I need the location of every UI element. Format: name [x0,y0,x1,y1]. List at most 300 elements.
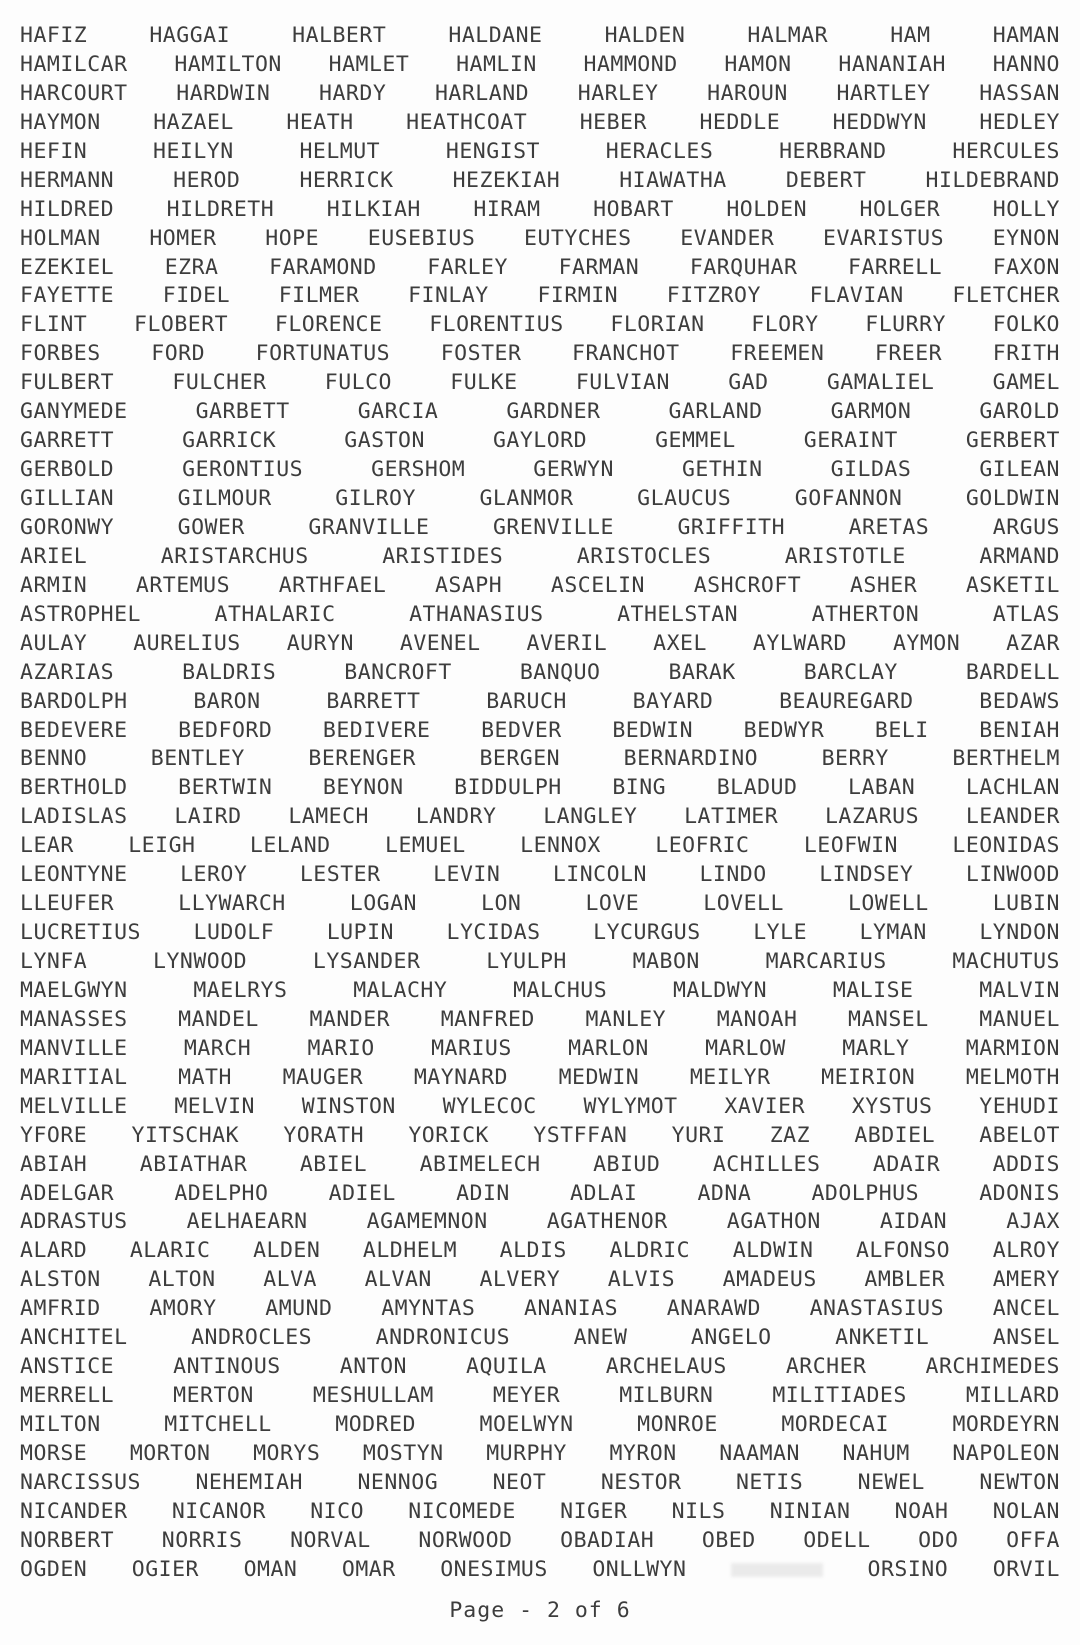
name-word: MARLY [842,1035,910,1061]
name-word: ADIN [456,1180,510,1206]
name-word: FLORENTIUS [429,312,564,338]
name-word: XYSTUS [851,1093,933,1119]
name-word: FOSTER [440,341,522,367]
name-word: FULVIAN [575,370,670,396]
name-word: NETIS [735,1469,804,1495]
name-word: MARCH [183,1035,252,1061]
name-word: LYLE [753,920,808,946]
name-word: MORDECAI [781,1412,889,1437]
name-word: ADELPHO [174,1180,269,1206]
name-word: OBADIAH [560,1527,655,1553]
name-word: AURYN [286,630,354,656]
name-word: YFORE [20,1122,88,1148]
name-word: NORVAL [290,1527,371,1553]
name-word: NEWTON [979,1469,1060,1495]
name-word: GAYLORD [492,428,588,454]
name-word: LYMAN [859,920,927,946]
name-word: ARTHFAEL [278,572,387,598]
name-word: FORBES [20,341,101,367]
name-word: ALSTON [20,1267,101,1293]
name-line [20,138,1060,167]
name-word: LABAN [848,775,916,801]
name-word: ALTON [148,1267,216,1293]
name-word: MERTON [173,1383,254,1409]
name-word: EVARISTUS [823,225,945,251]
name-word: GARDNER [506,399,601,425]
name-word: YITSCHAK [131,1122,240,1148]
name-word: ALDWIN [732,1238,814,1264]
name-word: BARDELL [965,659,1060,685]
name-word: NICANDER [20,1498,128,1524]
name-word: LOVELL [703,891,784,917]
name-word: AYMON [892,630,961,656]
name-word: MANFRED [440,1006,535,1032]
name-word: LYNFA [20,949,88,974]
name-word: ABIEL [299,1151,368,1177]
name-word: ASHER [849,572,918,598]
name-word: NEHEMIAH [195,1469,304,1495]
name-word: ANDRONICUS [375,1325,511,1351]
name-word: LEVIN [433,862,501,888]
name-word: MARIO [307,1035,375,1061]
name-word: BARRETT [326,688,421,714]
name-word: YORICK [408,1122,489,1148]
name-word: BEYNON [322,775,404,801]
name-word: LEROY [180,862,248,888]
name-word: HOMER [149,225,217,251]
name-word: FLINT [20,312,88,338]
name-word: ADAIR [872,1151,941,1177]
name-word: MELVILLE [20,1093,128,1119]
name-word: GARRICK [182,428,277,454]
name-word: ARISTOCLES [576,543,712,569]
name-word: AULAY [20,630,88,656]
name-word: FULBERT [20,370,115,396]
name-word: NINIAN [769,1498,851,1524]
name-word: ADELGAR [20,1180,115,1206]
name-word: GERAINT [803,428,898,454]
name-word: AVERIL [526,630,608,656]
name-word: MALCHUS [513,977,608,1003]
name-word: FOLKO [992,312,1060,338]
name-word: EZEKIEL [20,254,115,280]
name-word: LANDRY [415,804,497,830]
name-word: MAELGWYN [20,977,128,1003]
name-word: MOELWYN [479,1412,574,1437]
name-word: GRENVILLE [492,514,614,540]
name-word: FILMER [278,283,360,309]
name-word: ATHANASIUS [409,601,544,627]
name-word: MOSTYN [362,1440,444,1466]
name-word: MAUGER [282,1064,364,1090]
name-word: LESTER [299,862,381,888]
name-word: OGIER [131,1556,200,1582]
name-word: NORRIS [161,1527,243,1553]
name-word: HOPE [265,225,320,251]
name-line [20,572,1060,601]
name-word: OGDEN [20,1556,88,1582]
name-word: GRANVILLE [308,514,430,540]
name-word: MILBURN [619,1383,714,1409]
name-line [20,1353,1060,1382]
name-word: MORYS [253,1440,321,1466]
name-word: LINCOLN [552,862,647,888]
name-word: FARAMOND [269,254,377,280]
name-word: MANSEL [848,1006,929,1032]
name-word: FINLAY [408,283,489,309]
name-line [20,630,1060,659]
name-word: LYULPH [486,949,567,974]
name-word: GAMALIEL [826,370,935,396]
name-word: HAFIZ [20,23,88,48]
name-word: MANVILLE [20,1035,128,1061]
name-word: ANEW [573,1325,628,1351]
name-word: YURI [671,1122,726,1148]
name-word: ARMAND [979,543,1060,569]
name-word: FLORENCE [274,312,383,338]
name-word: MEIRION [821,1064,916,1090]
name-word: NARCISSUS [20,1469,141,1495]
name-word: ATHERTON [811,601,920,627]
name-word: HELMUT [299,138,381,164]
name-word: GAROLD [979,399,1060,425]
name-word: ANSTICE [20,1354,115,1380]
name-word: BENIAH [979,717,1060,743]
name-word: LYNWOOD [153,949,248,974]
name-word: HEBER [579,109,647,135]
name-word: BANCROFT [344,659,452,685]
name-word: BARCLAY [803,659,898,685]
name-word: OMAN [243,1556,298,1582]
name-word: ARCHELAUS [605,1354,727,1380]
name-word: ABIATHAR [139,1151,248,1177]
name-word: HEDLEY [979,109,1060,135]
name-line [20,369,1060,398]
name-word: LUPIN [326,920,394,946]
name-word: ALVAN [364,1267,432,1293]
name-word: ADDIS [992,1151,1060,1177]
name-word: BERGEN [479,746,561,772]
name-word: HOLMAN [20,225,101,251]
name-word: HARLEY [577,80,659,106]
name-word: ARGUS [992,514,1060,540]
name-line [20,832,1060,861]
name-word: BARAK [668,659,736,685]
name-word: GERSHOM [371,457,466,483]
name-word: HAMLIN [456,51,537,77]
name-word: LEANDER [965,804,1060,830]
name-word: ANKETIL [835,1325,930,1351]
name-word: LYNDON [979,920,1060,946]
name-word: HARDWIN [176,80,271,106]
name-word: GASTON [344,428,425,454]
name-word: NICOMEDE [408,1498,516,1524]
name-word: FITZROY [666,283,761,309]
name-word: AIDAN [879,1209,948,1235]
name-word: ANTINOUS [173,1354,281,1380]
name-word: AXEL [653,630,707,656]
name-word: HERRICK [299,167,394,193]
name-word: HEZEKIAH [452,167,561,193]
name-word: ALDIS [499,1238,567,1264]
name-word: ADIEL [328,1180,396,1206]
name-line [20,1382,1060,1411]
name-word: ARCHIMEDES [925,1354,1060,1380]
name-word: ODO [918,1527,959,1553]
name-word: ALVERY [479,1267,561,1293]
name-word: WYLYMOT [583,1093,678,1119]
name-word: YORATH [283,1122,365,1148]
name-word: ARETAS [848,514,930,540]
name-word: ALDHELM [362,1238,458,1264]
name-word: LOWELL [847,891,929,917]
name-word: GOFANNON [794,486,903,511]
name-word: ALFONSO [855,1238,951,1264]
name-word: FLOBERT [134,312,229,338]
name-word: FREER [874,341,943,367]
name-word: MARITIAL [20,1064,128,1090]
name-word: BAYARD [632,688,714,714]
name-word: NORBERT [20,1527,115,1553]
name-word: MILITIADES [772,1383,907,1409]
name-word: ALVIS [607,1267,676,1293]
name-word: OFFA [1006,1527,1060,1553]
name-line [20,1151,1060,1180]
name-word: HAMLET [328,51,410,77]
name-word: ATHALARIC [214,601,336,627]
name-word: LATIMER [684,804,779,830]
name-word: BERENGER [308,746,416,772]
name-word: FIRMIN [537,283,619,309]
name-word: ASHCROFT [693,572,802,598]
name-line [20,311,1060,340]
name-word: LENNOX [520,833,601,859]
name-word: LYCIDAS [446,920,541,946]
name-word: EUTYCHES [524,225,632,251]
name-word: HERCULES [952,138,1060,164]
name-word: ASCELIN [550,572,645,598]
name-word: NEOT [492,1469,547,1495]
name-word: GERWYN [533,457,614,483]
name-word: GARCIA [357,399,439,425]
name-word: FAXON [992,254,1060,280]
name-word: HAMAN [992,23,1060,48]
name-line [20,282,1060,311]
name-line [20,51,1060,80]
name-line [20,774,1060,803]
name-word: MORTON [129,1440,211,1466]
name-word: MERRELL [20,1383,115,1409]
name-line [20,1324,1060,1353]
name-word: FORTUNATUS [255,341,391,367]
name-word: HILDRED [20,196,115,222]
name-word: HERMANN [20,167,115,193]
name-word: NAAMAN [719,1440,800,1466]
name-word: MORDEYRN [952,1412,1060,1437]
name-word: AQUILA [466,1354,547,1380]
name-word: GLANMOR [479,486,574,511]
name-word: XAVIER [724,1093,806,1119]
name-line [20,948,1060,977]
name-word: NENNOG [357,1469,439,1495]
name-word: HARDY [319,80,387,106]
name-word: ONESIMUS [440,1556,548,1582]
name-word: HEROD [173,167,241,193]
name-word: LUCRETIUS [20,920,141,946]
name-word: LADISLAS [20,804,128,830]
name-word: NEWEL [857,1469,925,1495]
name-word: ADOLPHUS [811,1180,920,1206]
name-word: AELHAEARN [186,1209,308,1235]
name-word: GORONWY [20,514,115,540]
name-word: ARMIN [20,572,88,598]
name-line [20,919,1060,948]
name-word: NICANOR [171,1498,266,1524]
name-word: HILDEBRAND [925,167,1060,193]
name-word: AZARIAS [20,659,115,685]
name-word: MELVIN [174,1093,255,1119]
name-line [20,1498,1060,1527]
name-word: ARCHER [785,1354,867,1380]
name-word: ORSINO [867,1556,949,1582]
name-word: YSTFFAN [533,1122,628,1148]
name-word: LEMUEL [385,833,466,859]
name-word: MALACHY [353,977,448,1003]
name-word: BEAUREGARD [779,688,914,714]
name-word: FARLEY [427,254,508,280]
name-word: ZAZ [769,1122,811,1148]
name-word: HARLAND [434,80,530,106]
name-word: NIGER [560,1498,628,1524]
name-word: GARLAND [668,399,763,425]
name-word: LLYWARCH [178,891,286,917]
name-word: ABIMELECH [419,1151,541,1177]
name-word: LYCURGUS [593,920,701,946]
name-word: ARTEMUS [135,572,231,598]
name-word: HALBERT [292,23,387,48]
name-word: ABIAH [20,1151,88,1177]
name-word: MANUEL [979,1006,1060,1032]
name-word: GARRETT [20,428,115,454]
name-word: LAIRD [174,804,242,830]
name-line [20,688,1060,717]
name-line [20,456,1060,485]
name-word: ODELL [803,1527,871,1553]
name-word: LYSANDER [312,949,421,974]
name-word: FREEMEN [730,341,825,367]
name-word: AGAMEMNON [366,1209,488,1235]
name-word: NICO [310,1498,365,1524]
name-word: HAMILTON [174,51,282,77]
name-word: HOLGER [859,196,941,222]
name-word: ONLLWYN [592,1556,687,1582]
name-word: BEDAWS [979,688,1060,714]
name-line [20,514,1060,543]
name-word: BERTHELM [952,746,1060,772]
name-word: MELMOTH [965,1064,1060,1090]
name-word: LINDSEY [819,862,914,888]
name-word: ABELOT [979,1122,1060,1148]
name-word: MACHUTUS [952,949,1060,974]
name-word: AMYNTAS [381,1296,476,1322]
name-word: HENGIST [445,138,540,164]
name-word: ARISTIDES [382,543,504,569]
name-word: AMUND [265,1296,333,1322]
name-word: ADNA [697,1180,752,1206]
redaction-mark [731,1563,823,1577]
name-word: BALDRIS [182,659,277,685]
name-word: MANDER [309,1006,391,1032]
name-word: BEDEVERE [20,717,128,743]
name-word: ANARAWD [666,1296,761,1322]
name-word: FULKE [450,370,518,396]
name-word: BARUCH [486,688,567,714]
name-word: HALDEN [604,23,686,48]
name-word: ANCEL [992,1296,1060,1322]
name-line [20,109,1060,138]
name-word: HERBRAND [779,138,887,164]
name-word: GERBERT [965,428,1060,454]
name-word: MARIUS [431,1035,512,1061]
name-word: ARIEL [20,543,88,569]
name-word: ORVIL [992,1556,1060,1582]
name-line [20,1006,1060,1035]
name-word: BEDWIN [612,717,694,743]
name-word: FARRELL [848,254,943,280]
name-word: GILEAN [979,457,1060,483]
name-word: HIRAM [473,196,541,222]
name-word: AVENEL [399,630,481,656]
name-word: BERNARDINO [623,746,759,772]
name-word: MYRON [609,1440,677,1466]
name-word: BIDDULPH [454,775,562,801]
name-word: BEDIVERE [322,717,431,743]
name-word: MABON [632,949,700,974]
name-word: FLAVIAN [809,283,904,309]
name-word: MODRED [335,1412,416,1437]
name-word: WINSTON [301,1093,396,1119]
name-word: LLEUFER [20,891,115,917]
name-word: GRIFFITH [677,514,786,540]
name-word: FARMAN [558,254,640,280]
name-word: GAD [728,370,769,396]
name-word: GILMOUR [177,486,272,511]
name-word: ALROY [992,1238,1060,1264]
name-word: WYLECOC [442,1093,537,1119]
name-word: MARCARIUS [765,949,887,974]
name-word: FAYETTE [20,283,115,309]
name-list [20,22,1060,1585]
name-word: HILDRETH [166,196,275,222]
name-word: HEATHCOAT [406,109,528,135]
name-word: FULCHER [172,370,267,396]
name-word: BEDVER [481,717,562,743]
name-word: MALVIN [979,977,1060,1003]
name-line [20,340,1060,369]
name-word: FRANCHOT [572,341,680,367]
name-word: AZAR [1006,630,1060,656]
name-word: HANNO [992,51,1060,77]
name-word: LEOFWIN [803,833,898,859]
name-word: AYLWARD [752,630,847,656]
name-word: GILROY [335,486,416,511]
name-word: ALDEN [253,1238,321,1264]
name-word: GOWER [177,514,245,540]
name-line [20,543,1060,572]
name-word: LINWOOD [965,862,1060,888]
name-word: HARCOURT [20,80,128,106]
name-word: MANDEL [178,1006,259,1032]
